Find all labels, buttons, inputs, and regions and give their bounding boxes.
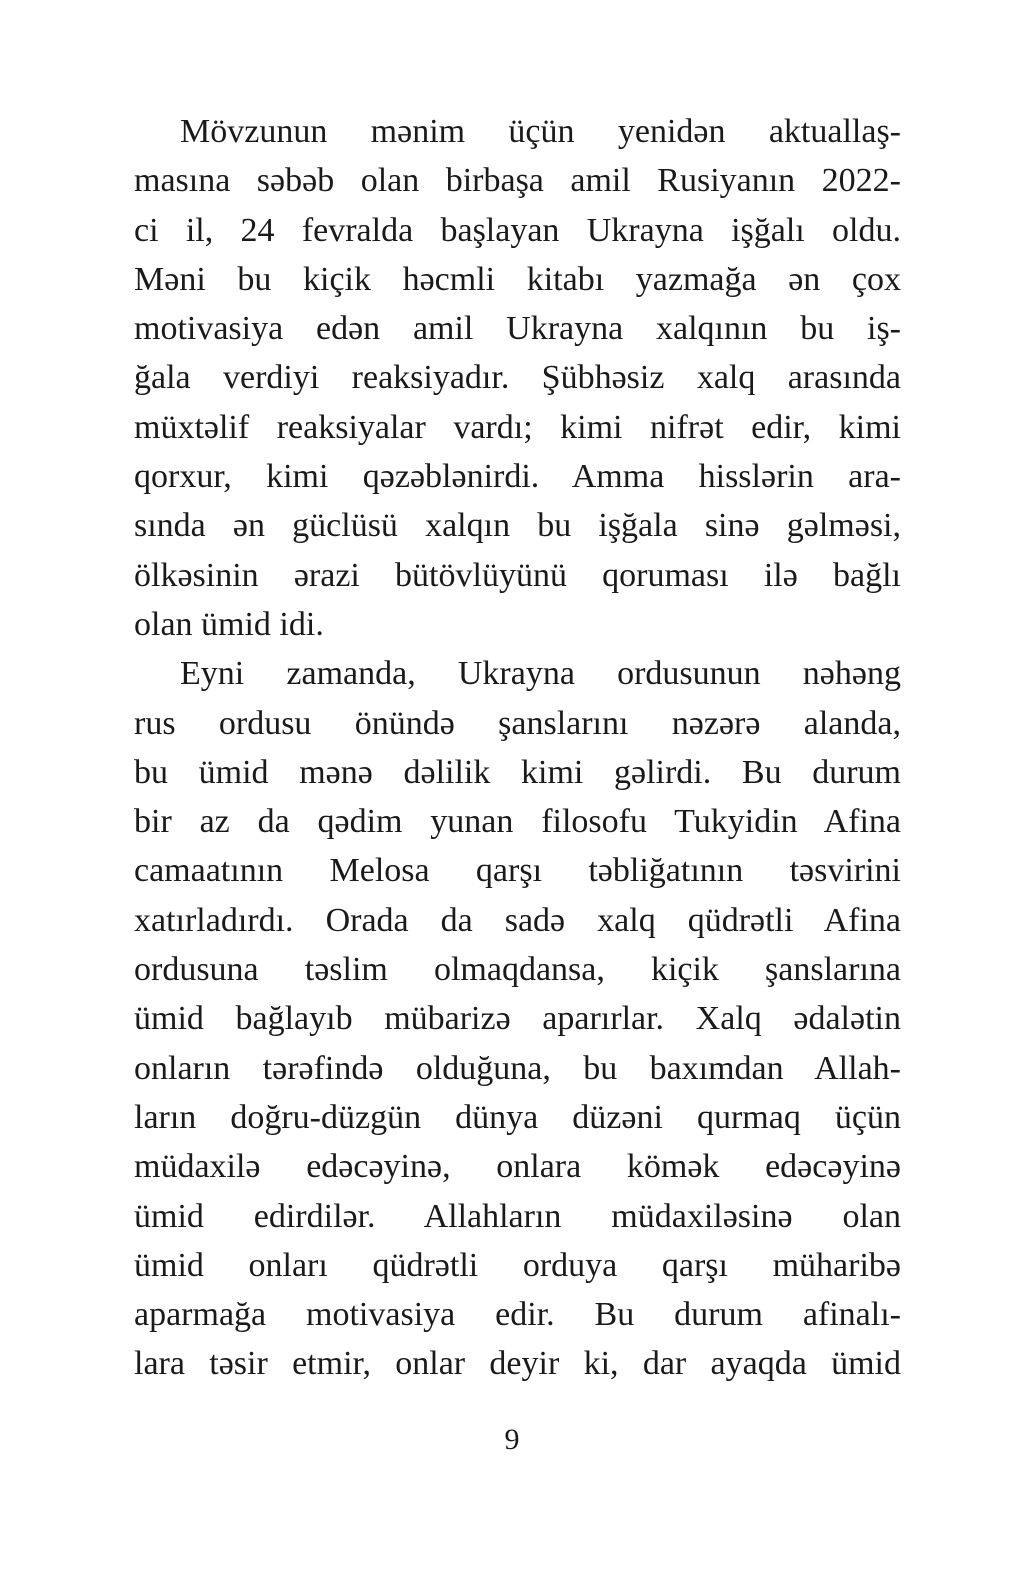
text-line: motivasiya edən amil Ukrayna xalqının bu iş- [134,310,901,348]
text-line: ümid onları qüdrətli orduya qarşı müharibə [134,1246,901,1284]
text-line: Eyni zamanda, Ukrayna ordusunun nəhəng [180,655,901,693]
text-line: camaatının Melosa qarşı təbliğatının təsvirini [134,852,901,890]
text-line: ümid bağlayıb mübarizə aparırlar. Xalq ədalətin [134,1000,901,1038]
text-line: ölkəsinin ərazi bütövlüyünü qoruması ilə bağlı [134,556,901,594]
text-line: ordusuna təslim olmaqdansa, kiçik şanslarına [134,951,901,989]
text-line: ci il, 24 fevralda başlayan Ukrayna işğalı oldu. [134,211,901,249]
text-line: sında ən güclüsü xalqın bu işğala sinə gəlməsi, [134,507,901,545]
text-line: Məni bu kiçik həcmli kitabı yazmağa ən çox [134,260,901,298]
text-line: bir az da qədim yunan filosofu Tukyidin Afina [134,803,901,841]
text-line: rus ordusu önündə şanslarını nəzərə alanda, [134,704,901,742]
text-line: Mövzunun mənim üçün yenidən aktuallaş- [180,113,901,150]
text-line: aparmağa motivasiya edir. Bu durum afinalı- [134,1296,901,1334]
text-line: ların doğru-düzgün dünya düzəni qurmaq üçün [134,1098,901,1136]
text-line: xatırladırdı. Orada da sadə xalq qüdrətli Afina [134,901,901,939]
text-line: bu ümid mənə dəlilik kimi gəlirdi. Bu durum [134,753,901,791]
text-line: masına səbəb olan birbaşa amil Rusiyanın 2022- [134,162,901,200]
text-line: müdaxilə edəcəyinə, onlara kömək edəcəyinə [134,1148,901,1186]
text-line: ğala verdiyi reaksiyadır. Şübhəsiz xalq arasında [134,359,901,397]
text-line: qorxur, kimi qəzəblənirdi. Amma hisslərin ara- [134,458,901,496]
page-number: 9 [504,1423,520,1456]
text-line: müxtəlif reaksiyalar vardı; kimi nifrət edir, kimi [134,408,901,446]
paragraph-1 [134,107,901,649]
text-line: onların tərəfində olduğuna, bu baxımdan Allah- [134,1049,901,1087]
paragraph-2 [134,649,901,1388]
text-line: lara təsir etmir, onlar deyir ki, dar ayaqda ümid [134,1345,901,1383]
text-line: olan ümid idi. [134,605,324,643]
body-text [134,107,901,1389]
text-line: ümid edirdilər. Allahların müdaxiləsinə olan [134,1197,901,1235]
